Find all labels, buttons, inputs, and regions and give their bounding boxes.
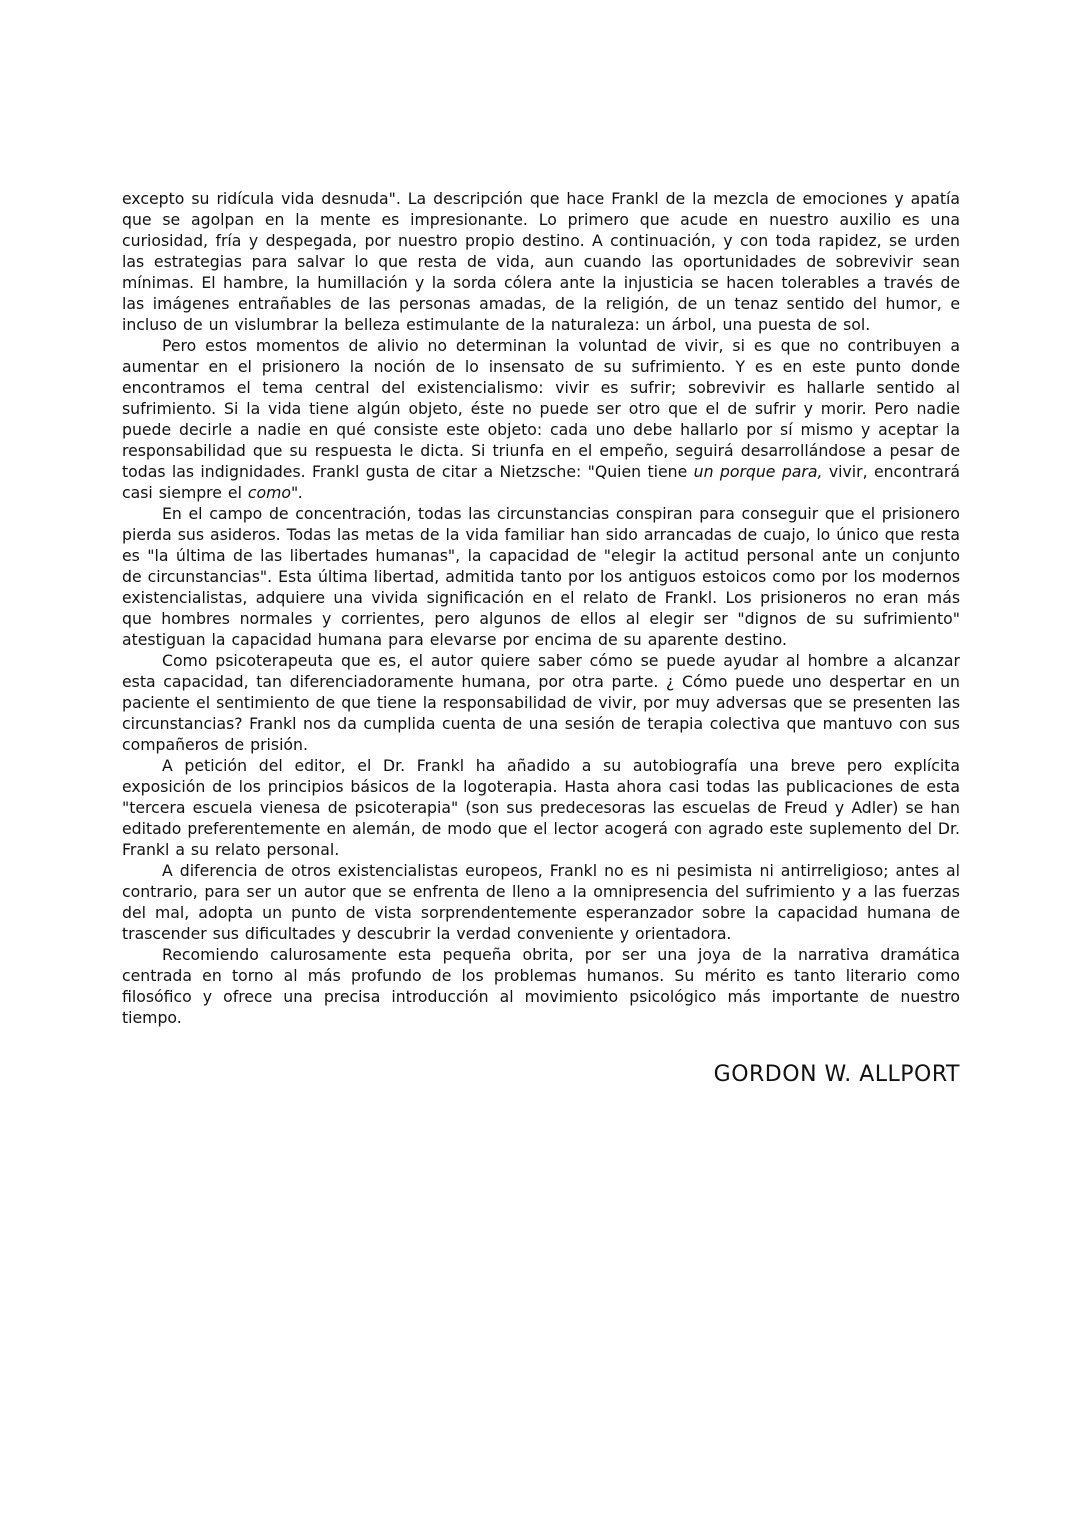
paragraph bbox=[122, 755, 960, 860]
text-run: Recomiendo calurosamente esta pequeña obrita, por ser una joya de la narrativa dramática centrada en torno al más profundo de los problemas humanos. Su mérito es tanto literario como filosófico y ofrece una precisa introducción al movimiento psicológico más importante de nuestro tiempo. bbox=[122, 945, 960, 1027]
text-run: vivir, encontrará casi siempre el bbox=[122, 462, 960, 502]
text-run: A diferencia de otros existencialistas europeos, Frankl no es ni pesimista ni antirreligioso; antes al contrario, para ser un autor que se enfrenta de lleno a la omnipresencia del sufrimiento y a las fuerzas del mal, adopta un punto de vista sorprendentemente esperanzador sobre la capacidad humana de trascender sus dificultades y descubrir la verdad conveniente y orientadora. bbox=[122, 861, 960, 943]
author-signature: GORDON W. ALLPORT bbox=[713, 1062, 960, 1087]
paragraph bbox=[122, 188, 960, 335]
paragraph bbox=[122, 944, 960, 1028]
text-run: Como psicoterapeuta que es, el autor quiere saber cómo se puede ayudar al hombre a alcanzar esta capacidad, tan diferenciadoramente humana, por otra parte. ¿ Cómo puede uno despertar en un paciente el sentimiento de que tiene la responsabilidad de vivir, por muy adversas que se presenten las circunstancias? Frankl nos da cumplida cuenta de una sesión de terapia colectiva que mantuvo con sus compañeros de prisión. bbox=[122, 651, 960, 754]
italic-text-run: un porque para, bbox=[693, 462, 823, 481]
paragraph bbox=[122, 650, 960, 755]
text-run: Pero estos momentos de alivio no determinan la voluntad de vivir, si es que no contribuyen a aumentar en el prisionero la noción de lo insensato de su sufrimiento. Y es en este punto donde encontramos el tema central del existencialismo: vivir es sufrir; sobrevivir es hallarle sentido al sufrimiento. Si la vida tiene algún objeto, éste no puede ser otro que el de sufrir y morir. Pero nadie puede decirle a nadie en qué consiste este objeto: cada uno debe hallarlo por sí mismo y aceptar la responsabilidad que su respuesta le dicta. Si triunfa en el empeño, seguirá desarrollándose a pesar de todas las indignidades. Frankl gusta de citar a Nietzsche: "Quien tiene bbox=[122, 336, 960, 481]
text-run: A petición del editor, el Dr. Frankl ha añadido a su autobiografía una breve pero explícita exposición de los principios básicos de la logoterapia. Hasta ahora casi todas las publicaciones de esta "tercera escuela vienesa de psicoterapia" (son sus predecesoras las escuelas de Freud y Adler) se han editado preferentemente en alemán, de modo que el lector acogerá con agrado este suplemento del Dr. Frankl a su relato personal. bbox=[122, 756, 960, 859]
paragraph bbox=[122, 860, 960, 944]
paragraph bbox=[122, 335, 960, 503]
text-body bbox=[122, 188, 960, 1087]
text-run: excepto su ridícula vida desnuda". La descripción que hace Frankl de la mezcla de emociones y apatía que se agolpan en la mente es impresionante. Lo primero que acude en nuestro auxilio es una curiosidad, fría y despegada, por nuestro propio destino. A continuación, y con toda rapidez, se urden las estrategias para salvar lo que resta de vida, aun cuando las oportunidades de sobrevivir sean mínimas. El hambre, la humillación y la sorda cólera ante la injusticia se hacen tolerables a través de las imágenes entrañables de las personas amadas, de la religión, de un tenaz sentido del humor, e incluso de un vislumbrar la belleza estimulante de la naturaleza: un árbol, una puesta de sol. bbox=[122, 189, 960, 334]
italic-text-run: como". bbox=[247, 483, 304, 502]
text-run: En el campo de concentración, todas las circunstancias conspiran para conseguir que el prisionero pierda sus asideros. Todas las metas de la vida familiar han sido arrancadas de cuajo, lo único que resta es "la última de las libertades humanas", la capacidad de "elegir la actitud personal ante un conjunto de circunstancias". Esta última libertad, admitida tanto por los antiguos estoicos como por los modernos existencialistas, adquiere una vivida significación en el relato de Frankl. Los prisioneros no eran más que hombres normales y corrientes, pero algunos de ellos al elegir ser "dignos de su sufrimiento" atestiguan la capacidad humana para elevarse por encima de su aparente destino. bbox=[122, 504, 960, 649]
paragraphs-container bbox=[122, 188, 960, 1028]
paragraph bbox=[122, 503, 960, 650]
